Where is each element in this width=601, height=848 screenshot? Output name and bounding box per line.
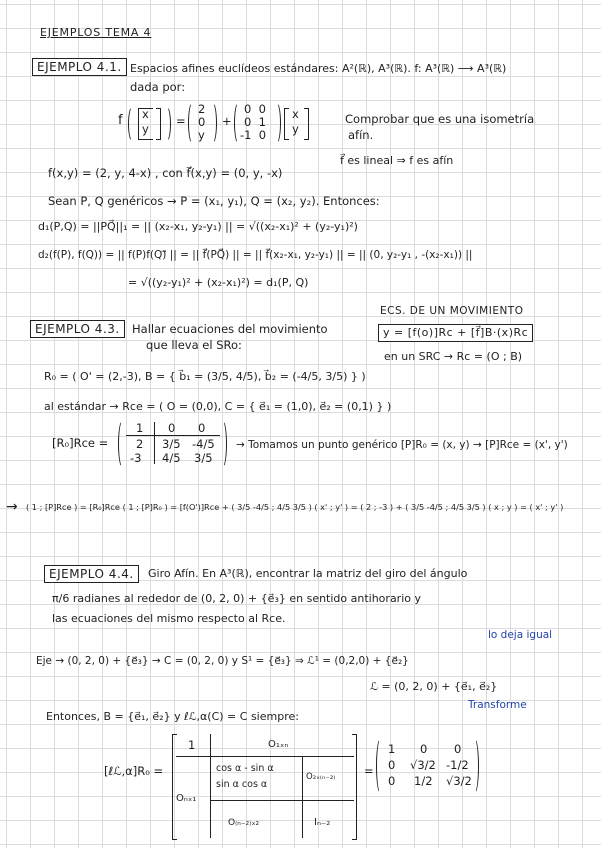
ex4-block-matrix <box>172 734 362 840</box>
ex4-result-matrix <box>376 738 480 794</box>
ex1-f-line: f(x,y) = (2, y, 4-x) , con f⃗(x,y) = (0, y, -x) <box>48 166 283 180</box>
ex4-r-r3c3: √3/2 <box>446 774 472 788</box>
ex4-r-r1c3: 0 <box>454 742 462 756</box>
ex3-line2: que lleva el SRo: <box>146 338 242 352</box>
ex4-line3: las ecuaciones del mismo respecto al Rce. <box>52 612 286 625</box>
mov-line2: en un SRC → Rc = (O ; B) <box>384 350 523 363</box>
page-title: EJEMPLOS TEMA 4 <box>40 26 152 39</box>
ex4-transforme: Transforme <box>468 699 527 711</box>
ex1-comment-1: Comprobar que es una isometría <box>345 112 535 126</box>
ex3-m-r1c1: 1 <box>136 421 144 435</box>
ex4-r-r2c2: √3/2 <box>410 758 436 772</box>
ex4-r-r3c2: 1/2 <box>414 774 433 788</box>
ex1-d1: d₁(P,Q) = ||PQ⃗||₁ = || (x₂-x₁, y₂-y₁) || = √((x₂-x₁)² + (y₂-y₁)²) <box>38 220 358 233</box>
ex1-d2: d₂(f(P), f(Q)) = || f(P)f(Q)⃗ || = || f⃗(PQ⃗) || = || f⃗(x₂-x₁, y₂-y₁) || = || (0, y₂-y₁ , -(x₂-x₁)) || <box>38 249 473 261</box>
ex4-block-in: Iₙ₋₂ <box>314 817 331 828</box>
ex4-block-o2: O₂ₓ₍ₙ₋₂₎ <box>306 772 336 782</box>
ex4-r-r3c1: 0 <box>388 774 396 788</box>
ex3-line1: Hallar ecuaciones del movimiento <box>132 322 328 336</box>
example-4-3-label: EJEMPLO 4.3. <box>30 320 125 338</box>
ex4-entonces: Entonces, B = {e⃗₁, e⃗₂} y ℓℒ,α(C) = C siempre: <box>46 710 299 723</box>
ex4-line1: Giro Afín. En A³(ℝ), encontrar la matriz del giro del ángulo <box>148 567 468 580</box>
ex1-sean: Sean P, Q genéricos → P = (x₁, y₁), Q = (x₂, y₂). Entonces: <box>48 194 380 208</box>
ex4-r-r2c1: 0 <box>388 758 396 772</box>
ex3-m-r3c3: 3/5 <box>194 451 213 465</box>
ex4-block-left: Oₙₓ₁ <box>176 793 197 804</box>
ex4-r-r1c2: 0 <box>420 742 428 756</box>
ex3-matrix <box>118 420 228 468</box>
ex1-line2: dada por: <box>130 80 186 94</box>
ex1-line1: Espacios afines euclídeos estándares: A²(ℝ), A³(ℝ). f: A³(ℝ) ⟶ A³(ℝ) <box>130 62 507 75</box>
ex4-block-cos1: cos α - sin α <box>216 763 274 774</box>
ex3-m-r1c3: 0 <box>198 421 206 435</box>
mov-formula: y = [f(o)]Rc + [f⃗]B·(x)Rc <box>378 324 533 342</box>
ex4-block-o3: O₍ₙ₋₂₎ₓ₂ <box>228 818 260 828</box>
example-4-4-label: EJEMPLO 4.4. <box>44 565 139 583</box>
ex3-m-r2c2: 3/5 <box>162 437 181 451</box>
ex4-l2: ℒ = (0, 2, 0) + {e⃗₁, e⃗₂} <box>370 680 498 693</box>
ex4-eje: Eje → (0, 2, 0) + {e⃗₃} → C = (0, 2, 0) y S¹ = {e⃗₃} ⇒ ℒ¹ = (0,2,0) + {e⃗₂} <box>36 655 409 667</box>
ex3-equation: ( 1 ; [P]Rce ) = [R₀]Rce ( 1 ; [P]R₀ ) = [f(O')]Rce + ( 3/5 -4/5 ; 4/5 3/5 ) ( x' ; y' ) = ( 2 ; -3 ) + ( 3/5 -4/5 ; 4/5 3/5 ) ( x ; y ) = ( x' ; y' ) <box>26 502 564 512</box>
ex4-line2: π/6 radianes al rededor de (0, 2, 0) + {e⃗₃} en sentido antihorario y <box>52 592 421 605</box>
ex4-block-label: [ℓℒ,α]R₀ = <box>104 764 164 778</box>
ex4-block-top: O₁ₓₙ <box>268 739 289 750</box>
ex3-ro: R₀ = ( O' = (2,-3), B = { b⃗₁ = (3/5, 4/5), b⃗₂ = (-4/5, 3/5) } ) <box>44 370 366 383</box>
ex3-m-r2c1: 2 <box>136 437 144 451</box>
ex3-m-r3c2: 4/5 <box>162 451 181 465</box>
ex1-f-note: f⃗ es lineal ⇒ f es afín <box>340 154 454 167</box>
mov-title: ECS. DE UN MOVIMIENTO <box>380 305 524 317</box>
ex4-equals: = <box>364 764 374 778</box>
ex4-block-one: 1 <box>188 738 196 752</box>
ex4-r-r1c1: 1 <box>388 742 396 756</box>
example-4-1-label: EJEMPLO 4.1. <box>32 58 127 76</box>
ex3-std: al estándar → Rce = ( O = (0,0), C = { e⃗₁ = (1,0), e⃗₂ = (0,1) } ) <box>44 400 392 413</box>
ex1-matrix-definition: f x y = 2 0 y + 0 0 0 1 -1 0 x y <box>118 102 328 142</box>
ex4-r-r2c3: -1/2 <box>446 758 469 772</box>
ex3-m-r1c2: 0 <box>168 421 176 435</box>
ex3-m-r3c1: -3 <box>130 451 142 465</box>
ex3-matrix-label: [R₀]Rce = <box>52 436 109 450</box>
ex4-block-cos2: sin α cos α <box>216 779 268 790</box>
ex1-d3: = √((y₂-y₁)² + (x₂-x₁)²) = d₁(P, Q) <box>128 276 309 289</box>
ex4-note-igual: lo deja igual <box>488 629 553 641</box>
ex3-arrow: → <box>6 499 18 515</box>
ex1-comment-2: afín. <box>348 128 374 142</box>
ex3-m-r2c3: -4/5 <box>192 437 215 451</box>
ex3-take: → Tomamos un punto genérico [P]R₀ = (x, y) → [P]Rce = (x', y') <box>236 439 568 451</box>
